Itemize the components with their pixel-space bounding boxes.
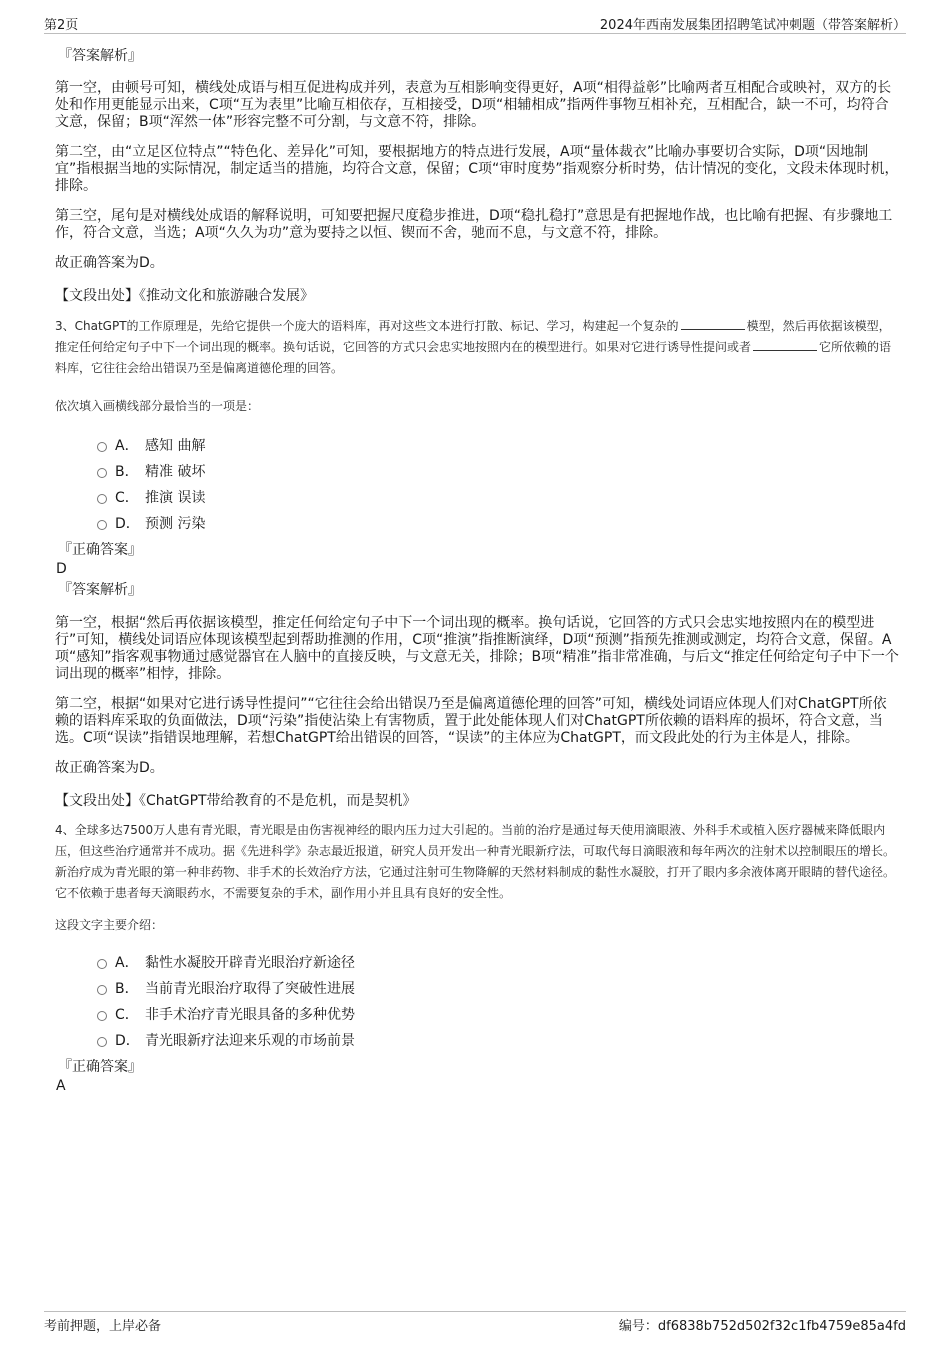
fill-blank-2 — [753, 337, 817, 351]
q4-option-d[interactable]: D． 青光眼新疗法迎来乐观的市场前景 — [97, 1027, 900, 1053]
radio-icon[interactable] — [97, 468, 107, 478]
q3-option-a[interactable]: A． 感知 曲解 — [97, 432, 900, 458]
q2-analysis-heading: 『答案解析』 — [58, 48, 142, 64]
q4-option-b[interactable]: B． 当前青光眼治疗取得了突破性进展 — [97, 975, 900, 1001]
q4-options — [97, 949, 900, 1053]
q4-option-c[interactable]: C． 非手术治疗青光眼具备的多种优势 — [97, 1001, 900, 1027]
q3-option-d[interactable]: D． 预测 污染 — [97, 510, 900, 536]
q4-option-a[interactable]: A． 黏性水凝胶开辟青光眼治疗新途径 — [97, 949, 900, 975]
document-id: 编号：df6838b752d502f32c1fb4759e85a4fd — [618, 1319, 906, 1334]
q4-answer: A — [56, 1078, 66, 1094]
footer-slogan: 考前押题，上岸必备 — [44, 1319, 162, 1334]
q3-option-c[interactable]: C． 推演 误读 — [97, 484, 900, 510]
page-number: 第2页 — [44, 18, 79, 33]
radio-icon[interactable] — [97, 520, 107, 530]
q3-question-text: 3、ChatGPT的工作原理是，先给它提供一个庞大的语料库，再对这些文本进行打散、标记、学习，构建起一个复杂的 模型，然后再依据该模型，推定任何给定句子中下一个词出现的概率。换句话说，它回答的方式只会忠实地按照内在的模型进行。如果对它进行诱导性提问或者 它所依赖的语料库，它往往会给出错误乃至是偏离道德伦理的回答。 — [55, 316, 900, 379]
q3-prompt: 依次填入画横线部分最恰当的一项是： — [55, 399, 260, 413]
q4-prompt: 这段文字主要介绍： — [55, 918, 164, 932]
q2-analysis-para-1: 第一空，由顿号可知，横线处成语与相互促进构成并列，表意为互相影响变得更好，A项“相得益彰”比喻两者互相配合或映衬，双方的长处和作用更能显示出来，C项“互为表里”比喻互相依存，互相接受，D项“相辅相成”指两件事物互相补充，互相配合，缺一不可，均符合文意，保留；B项“浑然一体”形容完整不可分割，与文意不符，排除。 — [55, 80, 892, 130]
page-header — [44, 14, 906, 34]
q3-analysis-para-1: 第一空，根据“然后再依据该模型，推定任何给定句子中下一个词出现的概率。换句话说，它回答的方式只会忠实地按照内在的模型进行”可知，横线处词语应体现该模型起到帮助推测的作用，C项“推演”指推断演绎，D项“预测”指预先推测或测定，均符合文意，保留。A项“感知”指客观事物通过感觉器官在人脑中的直接反映，与文意无关，排除；B项“精准”指非常准确，与后文“推定任何给定句子中下一个词出现的概率”相悖，排除。 — [55, 615, 899, 682]
q3-source: 【文段出处】《ChatGPT带给教育的不是危机，而是契机》 — [55, 793, 417, 809]
q3-options — [97, 432, 900, 536]
q2-source: 【文段出处】《推动文化和旅游融合发展》 — [55, 288, 314, 304]
page-footer — [44, 1311, 906, 1335]
radio-icon[interactable] — [97, 1037, 107, 1047]
q3-analysis-heading: 『答案解析』 — [58, 582, 142, 598]
q3-option-b[interactable]: B． 精准 破坏 — [97, 458, 900, 484]
q3-answer-heading: 『正确答案』 — [58, 542, 142, 558]
q2-analysis-para-2: 第二空，由“立足区位特点”“特色化、差异化”可知，要根据地方的特点进行发展，A项“量体裁衣”比喻办事要切合实际，D项“因地制宜”指根据当地的实际情况，制定适当的措施，均符合文意，保留；C项“审时度势”指观察分析时势，估计情况的变化，文段未体现时机，排除。 — [55, 144, 899, 194]
page-content — [55, 46, 900, 1095]
q2-conclusion: 故正确答案为D。 — [55, 255, 164, 271]
q3-analysis-para-2: 第二空，根据“如果对它进行诱导性提问”“它往往会给出错误乃至是偏离道德伦理的回答”可知，横线处词语应体现人们对ChatGPT所依赖的语料库采取的负面做法，D项“污染”指使沾染上有害物质，置于此处能体现人们对ChatGPT所依赖的语料库的损坏，符合文意，当选。C项“误读”指错误地理解，若想ChatGPT给出错误的回答，“误读”的主体应为ChatGPT，而文段此处的行为主体是人，排除。 — [55, 696, 887, 746]
radio-icon[interactable] — [97, 985, 107, 995]
q4-question-text: 4、全球多达7500万人患有青光眼，青光眼是由伤害视神经的眼内压力过大引起的。当前的治疗是通过每天使用滴眼液、外科手术或植入医疗器械来降低眼内压，但这些治疗通常并不成功。据《先进科学》杂志最近报道，研究人员开发出一种青光眼新疗法，可取代每日滴眼液和每年两次的注射术以控制眼压的增长。新治疗成为青光眼的第一种非药物、非手术的长效治疗方法，它通过注射可生物降解的天然材料制成的黏性水凝胶，打开了眼内多余液体离开眼睛的替代途径。它不依赖于患者每天滴眼药水，不需要复杂的手术，副作用小并且具有良好的安全性。 — [55, 823, 896, 900]
q2-analysis-para-3: 第三空，尾句是对横线处成语的解释说明，可知要把握尺度稳步推进，D项“稳扎稳打”意思是有把握地作战，也比喻有把握、有步骤地工作，符合文意，当选；A项“久久为功”意为要持之以恒、锲而不舍，驰而不息，与文意不符，排除。 — [55, 208, 893, 241]
radio-icon[interactable] — [97, 442, 107, 452]
document-title: 2024年西南发展集团招聘笔试冲刺题（带答案解析） — [599, 18, 906, 33]
q3-conclusion: 故正确答案为D。 — [55, 760, 164, 776]
q3-answer: D — [56, 561, 67, 577]
fill-blank-1 — [681, 316, 745, 330]
q4-answer-heading: 『正确答案』 — [58, 1059, 142, 1075]
radio-icon[interactable] — [97, 1011, 107, 1021]
radio-icon[interactable] — [97, 494, 107, 504]
radio-icon[interactable] — [97, 959, 107, 969]
